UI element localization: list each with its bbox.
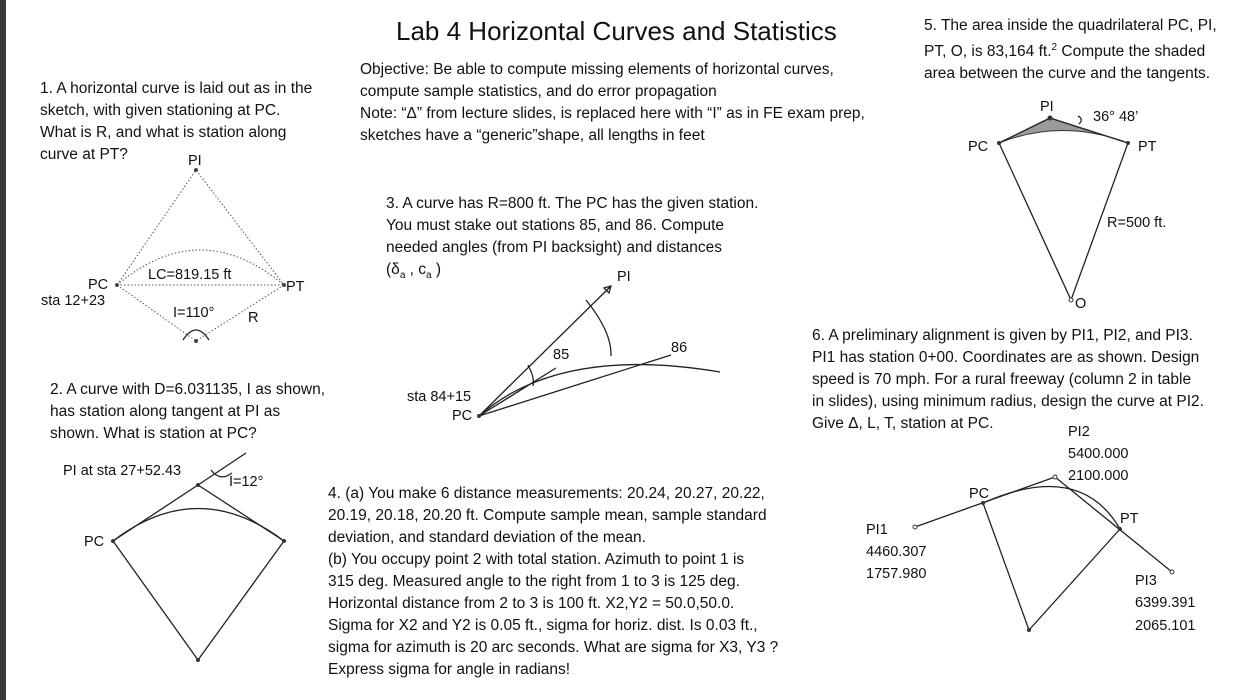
objective-line-3: Note: “Δ” from lecture slides, is replaced here with “I” as in FE exam prep, xyxy=(360,105,865,122)
p6-pi3-northing: 6399.391 xyxy=(1135,595,1196,611)
p1-pc-label: PC xyxy=(88,277,109,293)
objective-line-1: Objective: Be able to compute missing elements of horizontal curves, xyxy=(360,61,834,78)
p1-pc-station: sta 12+23 xyxy=(41,293,106,309)
p3-sta-85: 85 xyxy=(553,347,570,363)
p5-pt-label: PT xyxy=(1138,139,1157,155)
p5-superscript: 2 xyxy=(1051,42,1058,53)
p1-lc-label: LC=819.15 ft xyxy=(148,267,232,283)
page-title: Lab 4 Horizontal Curves and Statistics xyxy=(396,16,837,46)
problem-1-text: 1. A horizontal curve is laid out as in the sketch, with given stationing at PC. What is R, and what is station along curve at PT? xyxy=(40,80,313,163)
p6-pi1-easting: 1757.980 xyxy=(866,566,927,582)
p1-pt-label: PT xyxy=(286,279,305,295)
p6-pc-label: PC xyxy=(969,486,990,502)
p6-pi2-northing: 5400.000 xyxy=(1068,446,1129,462)
p5-pi-label: PI xyxy=(1040,99,1054,115)
p3-pi-label: PI xyxy=(617,269,631,285)
p6-pi2-label: PI2 xyxy=(1068,424,1090,440)
problem-4-text: 4. (a) You make 6 distance measurements: 20.24, 20.27, 20.22, 20.19, 20.18, 20.20 ft. Compute sample mean, sample standard deviation, and standard deviation of the mean. (b) You occupy point 2 with total station. Azimuth to point 1 is 315 deg. Measured angle to the right from 1 to 3 is 125 deg. Horizontal distance from 2 to 3 is 100 ft. X2,Y2 = 50.0,50.0. Sigma for X2 and Y2 is 0.05 ft., sigma for horiz. dist. Is 0.03 ft., sigma for azimuth is 20 arc seconds. What are sigma for X3, Y3 ? Express sigma for angle in radians! xyxy=(328,485,779,678)
p3-sta-86: 86 xyxy=(671,340,688,356)
p6-pi1-label: PI1 xyxy=(866,522,888,538)
p6-pi1-northing: 4460.307 xyxy=(866,544,927,560)
p5-curve-sketch xyxy=(997,116,1130,303)
p5-text-b: Compute the shaded xyxy=(1057,43,1206,61)
p1-i-label: I=110° xyxy=(173,305,215,321)
p5-o-label: O xyxy=(1075,296,1087,312)
p3-delta-sub: a xyxy=(399,270,406,282)
p3-c-symbol: c xyxy=(418,261,427,278)
p3-c-sub: a xyxy=(426,270,432,282)
p1-pi-label: PI xyxy=(188,153,202,169)
p6-pt-label: PT xyxy=(1120,511,1139,527)
p5-pc-label: PC xyxy=(968,139,989,155)
p3-pc-label: PC xyxy=(452,408,473,424)
p5-text-a: 5. The area inside the quadrilateral PC, PI, PT, O, is 83,164 ft. xyxy=(924,17,1217,61)
p3-delta-symbol: δ xyxy=(391,261,400,278)
problem-3-text: 3. A curve has R=800 ft. The PC has the given station. You must stake out stations 85, and 86. Compute needed angles (from PI backsight) and distances xyxy=(386,195,759,256)
objective-line-2: compute sample statistics, and do error propagation xyxy=(360,83,717,100)
p1-r-label: R xyxy=(248,310,259,326)
p2-i-label: I=12° xyxy=(229,474,264,490)
p3-symbols: ($\delta_a$ , $c_a$ ) xyxy=(386,261,442,282)
p5-text-c: area between the curve and the tangents. xyxy=(924,65,1211,83)
problem-5-text xyxy=(924,15,1217,85)
p5-radius-label: R=500 ft. xyxy=(1107,215,1167,231)
p6-pi3-label: PI3 xyxy=(1135,573,1157,589)
p3-pc-station: sta 84+15 xyxy=(407,389,472,405)
p2-pi-station: PI at sta 27+52.43 xyxy=(63,463,182,479)
p6-pi3-easting: 2065.101 xyxy=(1135,618,1196,634)
problem-6-text: 6. A preliminary alignment is given by PI1, PI2, and PI3. PI1 has station 0+00. Coordinates are as shown. Design speed is 70 mph. For a rural freeway (column 2 in table in slides), using minimum radius, design the curve at PI2. Give Δ, L, T, station at PC. xyxy=(812,327,1204,432)
p2-pc-label: PC xyxy=(84,534,105,550)
p5-angle-label: 36° 48’ xyxy=(1093,109,1139,125)
objective-line-4: sketches have a “generic”shape, all lengths in feet xyxy=(360,127,705,144)
problem-2-text: 2. A curve with D=6.031135, I as shown, has station along tangent at PI as shown. What is station at PC? xyxy=(50,381,326,442)
p6-pi2-easting: 2100.000 xyxy=(1068,468,1129,484)
